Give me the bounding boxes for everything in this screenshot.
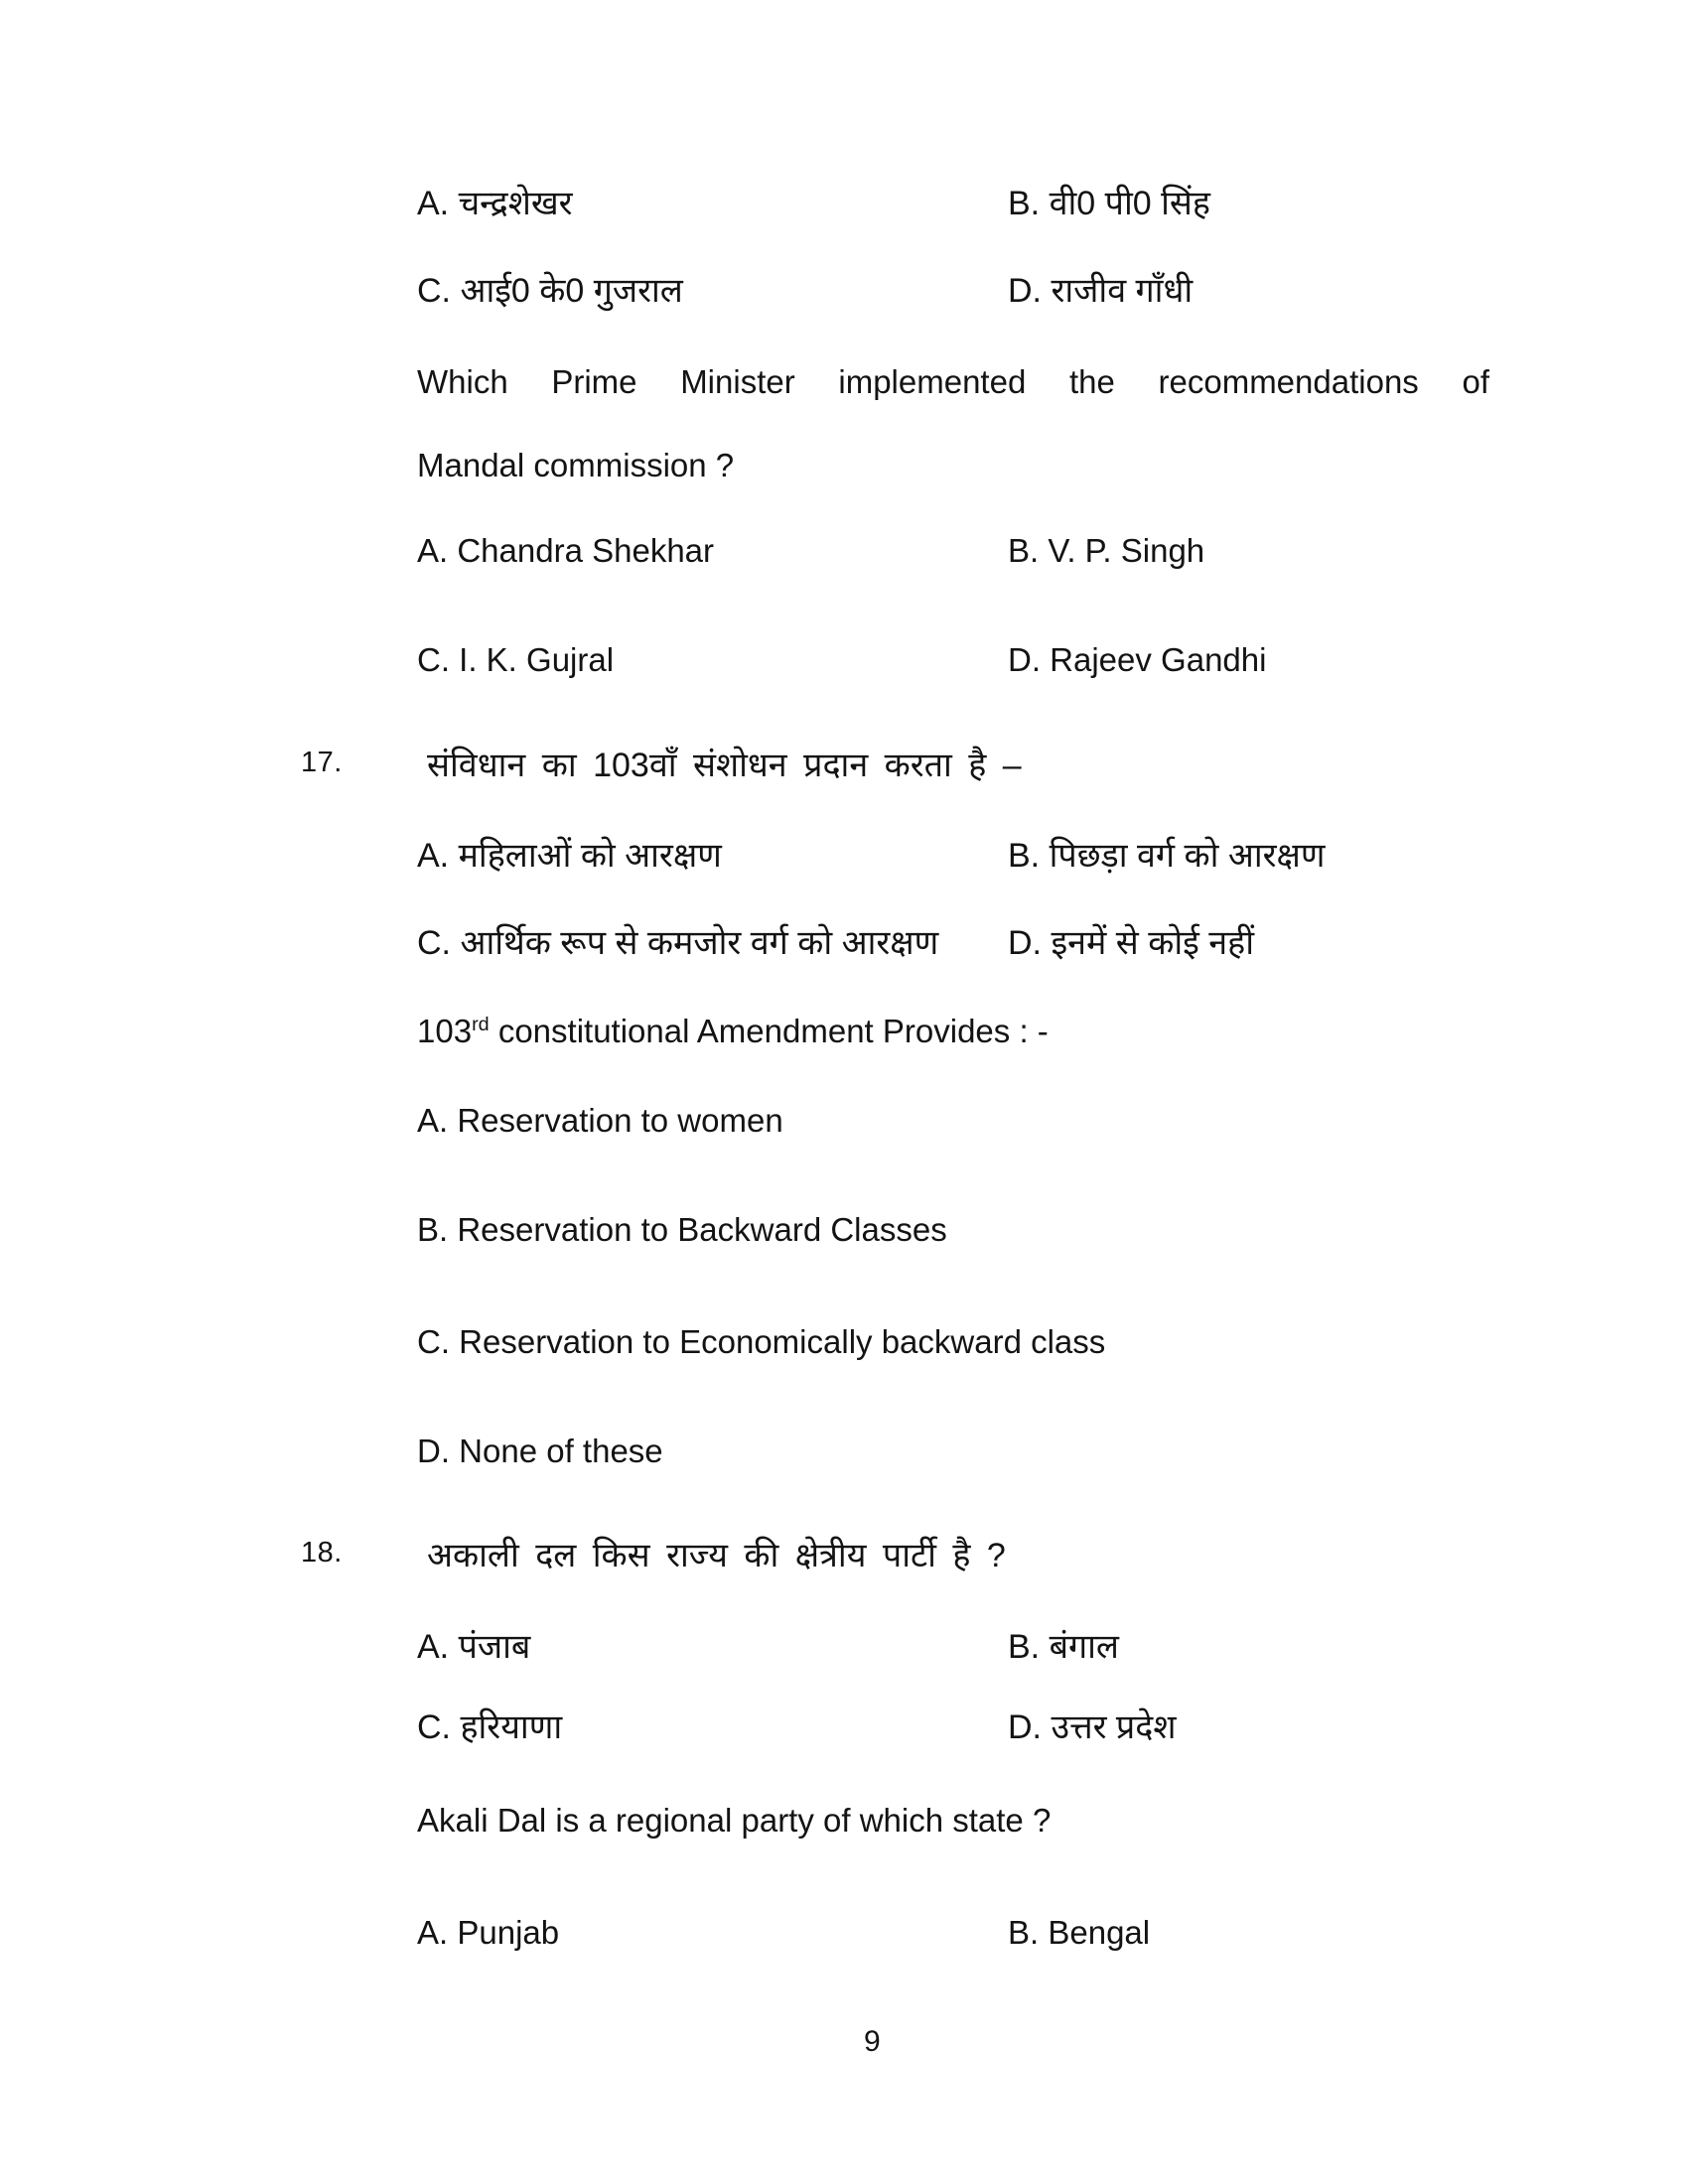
q17-english-question-number: 103 xyxy=(417,1013,473,1049)
q16-hindi-option-a: A. चन्द्रशेखर xyxy=(417,185,573,222)
q17-english-option-b: B. Reservation to Backward Classes xyxy=(417,1211,947,1248)
q18-hindi-option-d: D. उत्तर प्रदेश xyxy=(1008,1708,1177,1746)
q17-english-option-a: A. Reservation to women xyxy=(417,1102,783,1139)
page-number: 9 xyxy=(864,2025,881,2058)
q17-english-question-ordinal: rd xyxy=(472,1014,490,1035)
q17-number: 17. xyxy=(301,747,343,778)
q17-english-option-d: D. None of these xyxy=(417,1433,663,1469)
q16-english-option-c: C. I. K. Gujral xyxy=(417,641,615,678)
q17-hindi-option-a: A. महिलाओं को आरक्षण xyxy=(417,837,722,875)
q18-hindi-option-b: B. बंगाल xyxy=(1008,1628,1119,1666)
q18-english-option-b: B. Bengal xyxy=(1008,1914,1151,1951)
q18-hindi-option-c: C. हरियाणा xyxy=(417,1708,563,1746)
q18-english-option-a: A. Punjab xyxy=(417,1914,560,1951)
q16-hindi-option-d: D. राजीव गाँधी xyxy=(1008,272,1194,310)
q16-hindi-option-b: B. वी0 पी0 सिंह xyxy=(1008,185,1210,222)
q16-hindi-option-c: C. आई0 के0 गुजराल xyxy=(417,272,683,310)
q18-hindi-question: अकाली दल किस राज्य की क्षेत्रीय पार्टी है ? xyxy=(427,1537,1006,1574)
q18-english-question: Akali Dal is a regional party of which state ? xyxy=(417,1802,1052,1839)
q16-english-option-b: B. V. P. Singh xyxy=(1008,532,1205,569)
q17-english-option-c: C. Reservation to Economically backward class xyxy=(417,1323,1106,1360)
q16-english-option-d: D. Rajeev Gandhi xyxy=(1008,641,1267,678)
q16-english-question-line2: Mandal commission ? xyxy=(417,447,735,483)
q17-english-question xyxy=(417,1013,1049,1050)
q16-english-question-line1: Which Prime Minister implemented the recommendations of xyxy=(417,363,1489,400)
q17-hindi-option-b: B. पिछड़ा वर्ग को आरक्षण xyxy=(1008,837,1326,875)
q18-number: 18. xyxy=(301,1537,343,1569)
q16-english-option-a: A. Chandra Shekhar xyxy=(417,532,715,569)
q17-english-question-text: constitutional Amendment Provides : - xyxy=(489,1013,1049,1049)
q18-hindi-option-a: A. पंजाब xyxy=(417,1628,531,1666)
q17-hindi-option-c: C. आर्थिक रूप से कमजोर वर्ग को आरक्षण xyxy=(417,924,939,962)
q17-hindi-option-d: D. इनमें से कोई नहीं xyxy=(1008,924,1255,962)
q17-hindi-question: संविधान का 103वाँ संशोधन प्रदान करता है – xyxy=(427,747,1022,784)
